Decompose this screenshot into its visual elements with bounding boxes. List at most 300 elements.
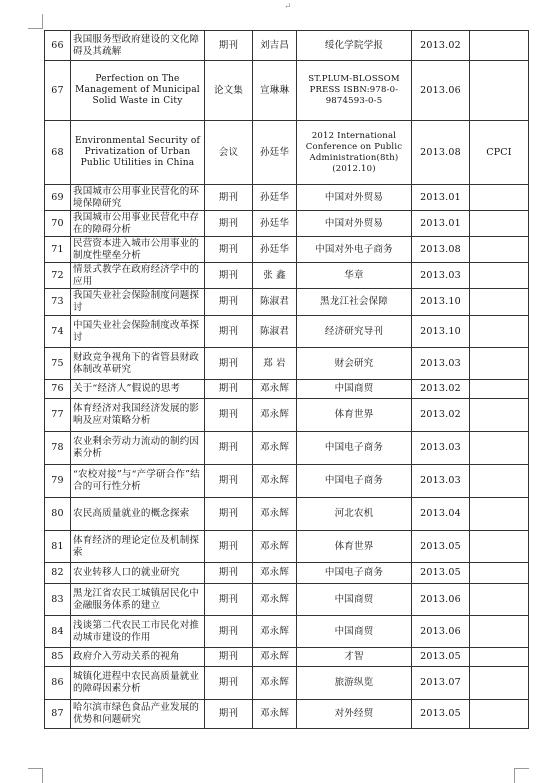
row-title-text: 黑龙江省农民工城镇居民化中金融服务体系的建立 <box>73 587 200 611</box>
row-type-text: 期刊 <box>218 296 239 307</box>
row-date <box>412 667 470 700</box>
row-index <box>470 399 529 432</box>
row-publication-text: 绥化学院学报 <box>324 39 384 51</box>
row-type <box>205 348 253 380</box>
row-author-text: 孙廷华 <box>259 217 290 229</box>
row-publication-text: ST.PLUM-BLOSSOM PRESS ISBN:978-0-9874593-0-5 <box>308 74 400 106</box>
row-type-text: 期刊 <box>218 677 239 688</box>
row-type <box>205 399 253 432</box>
row-index <box>470 289 529 316</box>
row-author <box>253 616 297 648</box>
row-publication <box>297 563 412 584</box>
row-date-text: 2013.04 <box>420 508 461 519</box>
row-type <box>205 531 253 563</box>
row-number-text: 77 <box>51 409 64 420</box>
row-author-text: 孙廷华 <box>259 191 290 203</box>
row-title <box>71 31 205 61</box>
crop-mark-top-left <box>28 14 43 29</box>
row-index <box>470 616 529 648</box>
row-type-text: 期刊 <box>218 325 239 337</box>
row-author <box>253 498 297 531</box>
row-number-text: 78 <box>51 442 64 453</box>
row-author <box>253 432 297 465</box>
row-title-text: 关于“经济人”假说的思考 <box>73 383 181 394</box>
row-number <box>45 531 71 563</box>
row-author-text: 刘吉昌 <box>259 39 290 51</box>
row-title <box>71 211 205 237</box>
row-author-text: 宣琳琳 <box>259 84 290 96</box>
row-publication-text: 才智 <box>344 651 364 662</box>
row-number <box>45 237 71 263</box>
table-row <box>45 432 529 465</box>
row-publication-text: 中国电子商务 <box>324 442 384 453</box>
row-date-text: 2013.03 <box>420 269 461 281</box>
table-row <box>45 211 529 237</box>
row-title-text: 城镇化进程中农民高质量就业的障碍因素分析 <box>73 671 200 694</box>
row-title <box>71 616 205 648</box>
row-number-text: 71 <box>51 243 64 255</box>
row-publication <box>297 700 412 729</box>
row-index <box>470 31 529 61</box>
row-number <box>45 616 71 648</box>
row-title-text: 政府介入劳动关系的视角 <box>73 651 180 662</box>
row-type <box>205 237 253 263</box>
row-author-text: 陈淑君 <box>259 296 290 307</box>
row-publication-text: 体育世界 <box>334 540 374 552</box>
row-publication-text: 中国商贸 <box>334 625 374 637</box>
row-publication-text: 华章 <box>344 269 364 281</box>
row-number-text: 66 <box>51 39 64 51</box>
row-type-text: 期刊 <box>218 593 239 605</box>
row-title-text: 中国失业社会保险制度改革探讨 <box>73 319 200 343</box>
publication-table <box>44 30 529 729</box>
row-number-text: 68 <box>51 146 64 158</box>
row-number-text: 79 <box>51 475 64 486</box>
row-author <box>253 563 297 584</box>
row-number <box>45 380 71 399</box>
row-author <box>253 31 297 61</box>
row-title <box>71 348 205 380</box>
row-author <box>253 185 297 211</box>
row-number-text: 82 <box>51 567 64 578</box>
row-title <box>71 563 205 584</box>
row-publication <box>297 61 412 121</box>
row-index <box>470 185 529 211</box>
row-author <box>253 348 297 380</box>
table-row <box>45 531 529 563</box>
row-type-text: 期刊 <box>218 540 239 552</box>
row-date <box>412 584 470 616</box>
row-date <box>412 121 470 185</box>
row-type <box>205 316 253 348</box>
row-type <box>205 61 253 121</box>
row-number <box>45 263 71 289</box>
row-publication <box>297 185 412 211</box>
row-date-text: 2013.10 <box>420 325 461 337</box>
row-type <box>205 700 253 729</box>
row-date-text: 2013.03 <box>420 475 461 486</box>
row-type-text: 期刊 <box>218 475 239 486</box>
row-author-text: 邓永辉 <box>259 567 290 578</box>
paragraph-mark-top: ↵ <box>284 2 292 12</box>
row-number <box>45 61 71 121</box>
row-title-text: 我国失业社会保险制度问题探讨 <box>73 290 200 313</box>
row-type-text: 会议 <box>218 146 239 158</box>
row-title-text: 情景式教学在政府经济学中的应用 <box>73 263 200 287</box>
row-author <box>253 648 297 667</box>
row-publication <box>297 31 412 61</box>
table-row <box>45 121 529 185</box>
row-type-text: 期刊 <box>218 243 239 255</box>
row-date-text: 2013.06 <box>420 625 461 637</box>
row-publication <box>297 348 412 380</box>
row-type-text: 期刊 <box>218 39 239 51</box>
row-title <box>71 61 205 121</box>
row-number <box>45 185 71 211</box>
row-title <box>71 648 205 667</box>
row-publication-text: 2012 International Conference on Public Administration(8th) (2012.10) <box>305 130 403 174</box>
row-author <box>253 211 297 237</box>
row-title <box>71 667 205 700</box>
row-publication <box>297 237 412 263</box>
row-date-text: 2013.01 <box>420 191 461 203</box>
row-author <box>253 667 297 700</box>
row-type <box>205 31 253 61</box>
row-date-text: 2013.08 <box>420 243 461 255</box>
row-date <box>412 263 470 289</box>
row-date <box>412 700 470 729</box>
table-row <box>45 700 529 729</box>
row-title-text: 农业转移人口的就业研究 <box>73 567 180 578</box>
row-number-text: 83 <box>51 593 64 605</box>
row-number-text: 80 <box>51 508 64 519</box>
row-type <box>205 263 253 289</box>
row-type <box>205 465 253 498</box>
row-type <box>205 616 253 648</box>
row-title-text: 财政竞争视角下的省管县财政体制改革研究 <box>73 351 200 375</box>
row-type <box>205 121 253 185</box>
row-number-text: 70 <box>51 217 64 229</box>
row-date-text: 2013.06 <box>420 593 461 605</box>
row-type-text: 期刊 <box>218 708 239 719</box>
row-publication <box>297 263 412 289</box>
row-index <box>470 498 529 531</box>
table-row <box>45 61 529 121</box>
row-index <box>470 348 529 380</box>
row-number-text: 84 <box>51 625 64 637</box>
table-row <box>45 263 529 289</box>
row-author-text: 邓永辉 <box>259 442 290 453</box>
row-type-text: 期刊 <box>218 357 239 369</box>
row-type <box>205 380 253 399</box>
row-title <box>71 289 205 316</box>
row-date <box>412 31 470 61</box>
row-publication <box>297 648 412 667</box>
row-number-text: 76 <box>51 383 64 394</box>
row-publication-text: 中国对外电子商务 <box>315 243 393 255</box>
row-date <box>412 498 470 531</box>
table-row <box>45 563 529 584</box>
row-author <box>253 380 297 399</box>
row-author <box>253 531 297 563</box>
row-date <box>412 531 470 563</box>
row-author-text: 邓永辉 <box>259 593 290 605</box>
row-number-text: 67 <box>51 84 64 96</box>
row-title <box>71 465 205 498</box>
row-publication-text: 中国对外贸易 <box>324 191 384 203</box>
row-title-text: 农业剩余劳动力流动的制约因素分析 <box>73 436 200 459</box>
row-publication-text: 中国电子商务 <box>324 567 384 578</box>
row-number <box>45 121 71 185</box>
row-title <box>71 432 205 465</box>
row-type-text: 期刊 <box>218 442 239 453</box>
table-row <box>45 348 529 380</box>
table-row <box>45 380 529 399</box>
row-date <box>412 563 470 584</box>
row-publication <box>297 531 412 563</box>
row-type-text: 期刊 <box>218 409 239 420</box>
row-title-text: 我国城市公用事业民营化的环境保障研究 <box>73 185 200 209</box>
row-author-text: 邓永辉 <box>259 383 290 394</box>
row-type <box>205 584 253 616</box>
row-index-text: CPCI <box>486 146 512 158</box>
row-title-text: 我国服务型政府建设的文化障碍及其疏解 <box>73 33 200 57</box>
row-publication <box>297 316 412 348</box>
row-publication-text: 中国电子商务 <box>324 475 384 486</box>
row-title <box>71 121 205 185</box>
row-publication <box>297 498 412 531</box>
row-number-text: 72 <box>51 269 64 281</box>
row-date <box>412 380 470 399</box>
row-publication-text: 对外经贸 <box>334 708 374 719</box>
row-number <box>45 498 71 531</box>
table-row <box>45 399 529 432</box>
row-type <box>205 432 253 465</box>
row-number-text: 81 <box>51 540 64 552</box>
row-date-text: 2013.03 <box>420 442 461 453</box>
row-author <box>253 121 297 185</box>
row-title-text: “农校对接”与“产学研合作”结合的可行性分析 <box>73 469 200 492</box>
row-author-text: 孙廷华 <box>259 146 290 158</box>
row-number <box>45 432 71 465</box>
row-type-text: 期刊 <box>218 651 239 662</box>
row-title <box>71 498 205 531</box>
row-author-text: 邓永辉 <box>259 625 290 637</box>
row-title <box>71 399 205 432</box>
row-author <box>253 237 297 263</box>
row-title-text: 浅谈第二代农民工市民化对推动城市建设的作用 <box>73 619 200 643</box>
row-title-text: 体育经济的理论定位及机制探索 <box>73 534 200 558</box>
row-number-text: 73 <box>51 296 64 307</box>
row-number <box>45 563 71 584</box>
row-author <box>253 289 297 316</box>
row-type <box>205 289 253 316</box>
row-number <box>45 584 71 616</box>
row-author-text: 郑 岩 <box>263 357 286 369</box>
row-number-text: 86 <box>51 677 64 688</box>
row-author-text: 邓永辉 <box>259 508 290 519</box>
row-date <box>412 289 470 316</box>
row-author-text: 邓永辉 <box>259 540 290 552</box>
row-author <box>253 263 297 289</box>
row-index <box>470 667 529 700</box>
row-publication <box>297 121 412 185</box>
row-type <box>205 563 253 584</box>
row-publication-text: 体育世界 <box>334 409 374 420</box>
row-title <box>71 584 205 616</box>
row-author <box>253 584 297 616</box>
row-type-text: 期刊 <box>218 508 239 519</box>
table-row <box>45 498 529 531</box>
row-type-text: 论文集 <box>213 84 244 96</box>
row-title <box>71 185 205 211</box>
row-author-text: 陈淑君 <box>259 325 290 337</box>
row-title <box>71 263 205 289</box>
row-type-text: 期刊 <box>218 217 239 229</box>
row-publication-text: 中国对外贸易 <box>324 217 384 229</box>
row-author-text: 邓永辉 <box>259 677 290 688</box>
row-publication <box>297 289 412 316</box>
row-publication <box>297 667 412 700</box>
row-date-text: 2013.05 <box>420 540 461 552</box>
row-type <box>205 185 253 211</box>
row-number <box>45 211 71 237</box>
row-publication <box>297 380 412 399</box>
row-author <box>253 399 297 432</box>
row-date-text: 2013.06 <box>420 84 461 96</box>
row-index <box>470 700 529 729</box>
row-title <box>71 316 205 348</box>
row-author-text: 张 鑫 <box>263 269 286 281</box>
table-row <box>45 584 529 616</box>
row-date <box>412 616 470 648</box>
row-type-text: 期刊 <box>218 625 239 637</box>
row-title-text: 民营资本进入城市公用事业的制度性壁垒分析 <box>73 237 200 261</box>
row-title-text: Perfection on The Management of Municipal Solid Waste in City <box>75 74 200 106</box>
row-number <box>45 700 71 729</box>
row-index <box>470 648 529 667</box>
row-date <box>412 648 470 667</box>
row-number <box>45 399 71 432</box>
row-title-text: Environmental Security of Privatization of Urban Public Utilities in China <box>74 136 201 168</box>
row-title <box>71 531 205 563</box>
table-row <box>45 465 529 498</box>
row-publication <box>297 211 412 237</box>
table-row <box>45 648 529 667</box>
row-date-text: 2013.03 <box>420 357 461 369</box>
row-date-text: 2013.07 <box>420 677 461 688</box>
row-publication-text: 旅游纵览 <box>334 677 374 688</box>
row-index <box>470 263 529 289</box>
row-number-text: 74 <box>51 325 64 337</box>
row-index <box>470 531 529 563</box>
row-index <box>470 237 529 263</box>
row-date <box>412 237 470 263</box>
row-publication-text: 河北农机 <box>334 508 374 519</box>
row-type <box>205 211 253 237</box>
row-author-text: 邓永辉 <box>259 409 290 420</box>
row-date-text: 2013.05 <box>420 567 461 578</box>
row-number <box>45 648 71 667</box>
row-date-text: 2013.10 <box>420 296 461 307</box>
row-title <box>71 237 205 263</box>
row-index <box>470 121 529 185</box>
row-date <box>412 432 470 465</box>
row-type <box>205 648 253 667</box>
row-publication <box>297 399 412 432</box>
row-author <box>253 465 297 498</box>
row-number <box>45 348 71 380</box>
row-publication-text: 中国商贸 <box>334 593 374 605</box>
row-author <box>253 700 297 729</box>
row-publication-text: 财会研究 <box>334 357 374 369</box>
row-publication-text: 中国商贸 <box>334 383 374 394</box>
row-number-text: 75 <box>51 357 64 369</box>
row-date <box>412 211 470 237</box>
row-date <box>412 61 470 121</box>
row-index <box>470 563 529 584</box>
row-number-text: 87 <box>51 708 64 719</box>
row-title-text: 我国城市公用事业民营化中存在的障碍分析 <box>73 211 200 235</box>
row-publication <box>297 616 412 648</box>
row-index <box>470 584 529 616</box>
row-date <box>412 348 470 380</box>
row-date-text: 2013.05 <box>420 651 461 662</box>
row-title <box>71 700 205 729</box>
row-type-text: 期刊 <box>218 269 239 281</box>
row-title-text: 农民高质量就业的概念探索 <box>73 508 190 519</box>
row-index <box>470 380 529 399</box>
row-publication <box>297 584 412 616</box>
table-row <box>45 316 529 348</box>
row-date-text: 2013.02 <box>420 409 461 420</box>
row-publication <box>297 465 412 498</box>
row-publication-text: 经济研究导刊 <box>324 325 384 337</box>
row-type <box>205 498 253 531</box>
row-author-text: 邓永辉 <box>259 651 290 662</box>
row-number <box>45 289 71 316</box>
table-row <box>45 185 529 211</box>
row-type-text: 期刊 <box>218 383 239 394</box>
row-number <box>45 465 71 498</box>
row-number <box>45 31 71 61</box>
row-date <box>412 316 470 348</box>
row-number-text: 85 <box>51 651 64 662</box>
row-date-text: 2013.01 <box>420 217 461 229</box>
row-date-text: 2013.08 <box>420 146 461 158</box>
row-index <box>470 432 529 465</box>
row-title-text: 体育经济对我国经济发展的影响及应对策略分析 <box>73 403 200 426</box>
row-author-text: 邓永辉 <box>259 708 290 719</box>
row-author <box>253 61 297 121</box>
row-number-text: 69 <box>51 191 64 203</box>
row-author-text: 邓永辉 <box>259 475 290 486</box>
row-author <box>253 316 297 348</box>
row-number <box>45 667 71 700</box>
row-date-text: 2013.02 <box>420 383 461 394</box>
table-row <box>45 289 529 316</box>
row-date <box>412 399 470 432</box>
table-row <box>45 667 529 700</box>
row-date <box>412 465 470 498</box>
table-row <box>45 616 529 648</box>
row-publication <box>297 432 412 465</box>
row-date <box>412 185 470 211</box>
row-index <box>470 465 529 498</box>
row-number <box>45 316 71 348</box>
row-date-text: 2013.05 <box>420 708 461 719</box>
row-type-text: 期刊 <box>218 191 239 203</box>
